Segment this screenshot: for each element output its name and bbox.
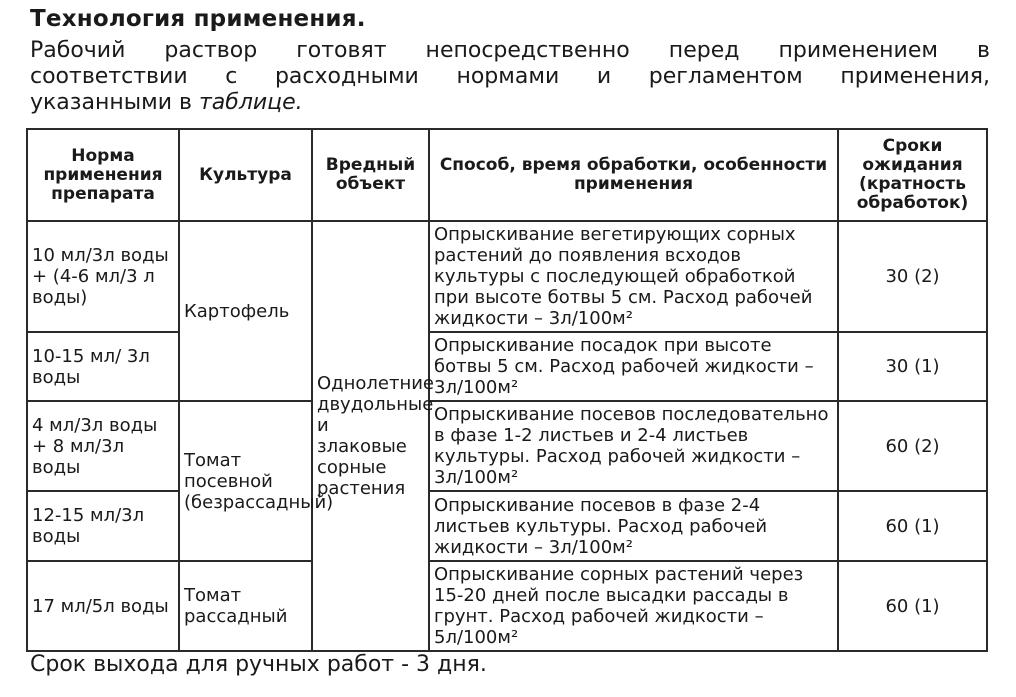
cell-method: Опрыскивание вегетирующих сорных растений до появления всходов культуры с последующей обработкой при высоте ботвы 5 см. Расход рабочей жидкости – 3л/100м² (429, 221, 838, 332)
header-object: Вредный объект (312, 129, 429, 221)
intro-line-3 (30, 90, 990, 116)
cell-norm: 17 мл/5л воды (27, 561, 179, 651)
cell-norm: 4 мл/3л воды + 8 мл/3л воды (27, 401, 179, 491)
section-heading: Технология применения. (30, 6, 366, 32)
table-row (27, 221, 987, 332)
cell-method: Опрыскивание посадок при высоте ботвы 5 см. Расход рабочей жидкости – 3л/100м² (429, 332, 838, 401)
cell-crop-potato: Картофель (179, 221, 312, 401)
cell-wait: 60 (1) (838, 561, 987, 651)
intro-paragraph (30, 38, 990, 116)
cell-harmful-object: Однолетние двудольные и злаковые сорные растения (312, 221, 429, 651)
cell-wait: 60 (1) (838, 491, 987, 561)
table-row (27, 561, 987, 651)
table-header-row (27, 129, 987, 221)
cell-wait: 60 (2) (838, 401, 987, 491)
table-row (27, 491, 987, 561)
table-row (27, 332, 987, 401)
footer-note: Срок выхода для ручных работ - 3 дня. (30, 652, 487, 677)
application-table (26, 128, 988, 652)
cell-method: Опрыскивание сорных растений через 15-20 дней после высадки рассады в грунт. Расход рабочей жидкости – 5л/100м² (429, 561, 838, 651)
cell-crop-tomato-seedling: Томат рассадный (179, 561, 312, 651)
header-norm: Норма применения препарата (27, 129, 179, 221)
intro-table-reference: таблице. (198, 90, 303, 115)
intro-line-1: Рабочий раствор готовят непосредственно перед применением в (30, 38, 990, 63)
cell-norm: 10-15 мл/ 3л воды (27, 332, 179, 401)
cell-wait: 30 (1) (838, 332, 987, 401)
intro-line-3-text: указанными в (30, 90, 199, 115)
cell-method: Опрыскивание посевов в фазе 2-4 листьев культуры. Расход рабочей жидкости – 3л/100м² (429, 491, 838, 561)
header-method: Способ, время обработки, особенности применения (429, 129, 838, 221)
cell-crop-tomato-sown: Томат посевной (безрассадный) (179, 401, 312, 561)
cell-norm: 10 мл/3л воды + (4-6 мл/3 л воды) (27, 221, 179, 332)
cell-norm: 12-15 мл/3л воды (27, 491, 179, 561)
table-row (27, 401, 987, 491)
header-crop: Культура (179, 129, 312, 221)
cell-wait: 30 (2) (838, 221, 987, 332)
header-wait: Сроки ожидания (кратность обработок) (838, 129, 987, 221)
intro-line-2: соответствии с расходными нормами и регламентом применения, (30, 64, 990, 89)
cell-method: Опрыскивание посевов последовательно в фазе 1-2 листьев и 2-4 листьев культуры. Расход рабочей жидкости – 3л/100м² (429, 401, 838, 491)
